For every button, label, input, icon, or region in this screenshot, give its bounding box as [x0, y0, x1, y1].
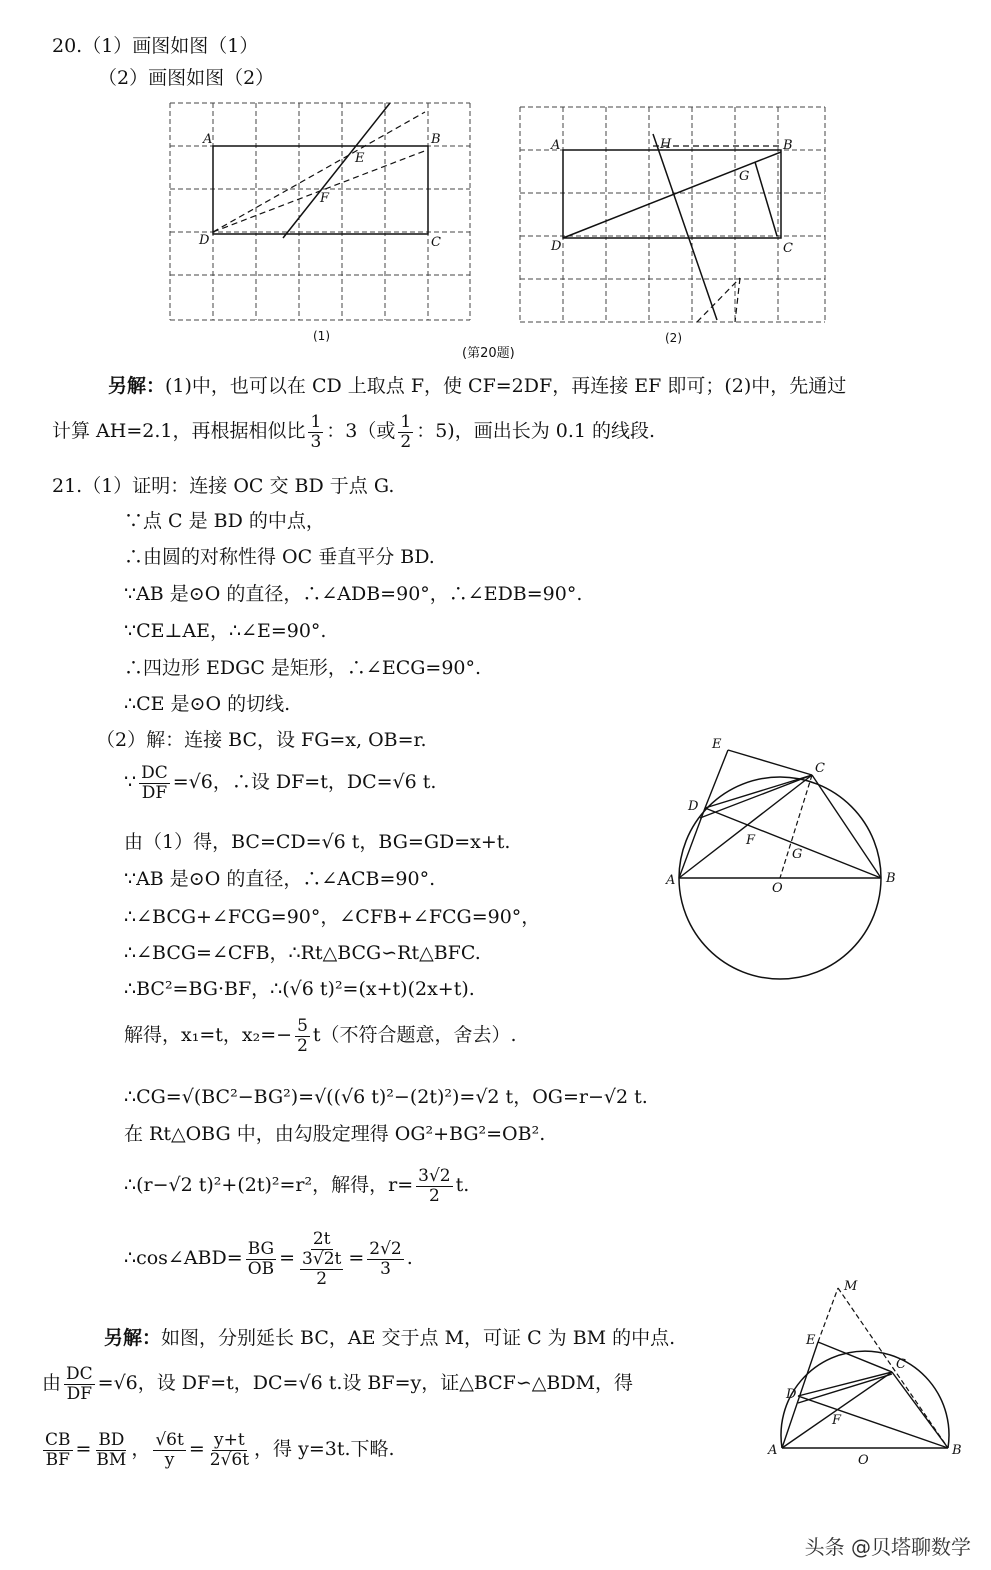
figure-20-1	[165, 98, 475, 348]
label-A: A	[666, 873, 676, 888]
q21-alt-label: 另解：	[104, 1327, 162, 1349]
figure-21-alt	[762, 1278, 972, 1518]
figure-20-2	[515, 102, 830, 350]
label-C: C	[815, 761, 825, 776]
label-D: D	[551, 239, 562, 254]
dashed-lines	[213, 112, 427, 232]
q21-p2-line1: （2）解：连接 BC，设 FG=x, OB=r.	[96, 729, 427, 751]
label-B: B	[431, 132, 441, 147]
q21-line2: ∵点 C 是 BD 的中点，	[124, 510, 325, 532]
q21-line3: ∴由圆的对称性得 OC 垂直平分 BD.	[124, 546, 435, 568]
label-O: O	[772, 881, 783, 896]
label-C: C	[896, 1357, 906, 1372]
q21-line7: ∴CE 是⊙O 的切线.	[124, 693, 291, 715]
q21-p2-line7: ∴BC²=BG·BF，∴(√6 t)²=(x+t)(2x+t).	[124, 978, 475, 1000]
q21-p2-line12: ∴cos∠ABD= $\frac{BG}{OB}$ = $\frac{2t}{\frac{3√2t}{2}}$ = $\frac{2√2}{3}$ .	[124, 1228, 413, 1289]
q21-line5: ∵CE⊥AE，∴∠E=90°.	[124, 620, 327, 642]
q20-alt-label: 另解：	[108, 375, 166, 397]
q21-p2-line11: ∴(r−√2 t)²+(2t)²=r²，解得，r= $\frac{3√2}{2}$ t.	[124, 1165, 470, 1206]
label-G: G	[792, 847, 803, 862]
line-H	[653, 134, 717, 320]
q20-line2: （2）画图如图（2）	[98, 67, 275, 89]
label-H: H	[660, 137, 672, 152]
figure-title: (第20题)	[462, 346, 515, 361]
label-A: A	[768, 1443, 778, 1458]
label-C: C	[783, 241, 793, 256]
label-M: M	[844, 1279, 858, 1294]
q21-alt-line3: $\frac{CB}{BF}$ = $\frac{BD}{BM}$ ， $\frac{√6t}{y}$ = $\frac{y+t}{2√6t}$ ，得 y=3t.下略.	[45, 1429, 395, 1470]
label-D: D	[688, 799, 699, 814]
label-A: A	[203, 132, 213, 147]
label-C: C	[431, 235, 441, 250]
q21-line1: 21.（1）证明：连接 OC 交 BD 于点 G.	[52, 475, 395, 497]
q21-p2-line10: 在 Rt△OBG 中，由勾股定理得 OG²+BG²=OB².	[124, 1123, 546, 1145]
dashed-lines	[653, 146, 781, 322]
q21-alt-line2: 由 $\frac{DC}{DF}$ =√6，设 DF=t，DC=√6 t.设 BF=y，证△BCF∽△BDM，得	[42, 1363, 634, 1404]
q21-line6: ∴四边形 EDGC 是矩形，∴∠ECG=90°.	[124, 657, 482, 679]
fig2-caption: (2)	[665, 331, 682, 345]
q20-alt-line2: 计算 AH=2.1，再根据相似比 $\frac{1}{3}$ ：3（或 $\frac{1}{2}$ ：5)，画出长为 0.1 的线段.	[52, 411, 656, 452]
line-G	[755, 162, 777, 236]
label-D: D	[199, 233, 210, 248]
label-E: E	[712, 737, 722, 752]
q21-p2-line3: 由（1）得，BC=CD=√6 t，BG=GD=x+t.	[124, 831, 511, 853]
label-D: D	[786, 1387, 797, 1402]
fig1-caption: (1)	[313, 329, 330, 343]
grid-lines	[520, 107, 825, 322]
label-G: G	[739, 169, 750, 184]
q21-p2-line9: ∴CG=√(BC²−BG²)=√((√6 t)²−(2t)²)=√2 t，OG=r−√2 t.	[124, 1086, 648, 1108]
figure-21-circle	[660, 730, 910, 980]
watermark: 头条 @贝塔聊数学	[804, 1535, 971, 1559]
label-F: F	[746, 833, 756, 848]
label-A: A	[551, 138, 561, 153]
label-B: B	[783, 138, 793, 153]
label-B: B	[886, 871, 896, 886]
q21-line4: ∵AB 是⊙O 的直径，∴∠ADB=90°，∴∠EDB=90°.	[124, 583, 583, 605]
q21-p2-line6: ∴∠BCG=∠CFB，∴Rt△BCG∽Rt△BFC.	[124, 942, 481, 964]
q20-line1: 20.（1）画图如图（1）	[52, 35, 259, 57]
line-DB	[563, 152, 781, 238]
q21-p2-line4: ∵AB 是⊙O 的直径，∴∠ACB=90°.	[124, 868, 436, 890]
q21-p2-line8: 解得，x₁=t，x₂=− $\frac{5}{2}$ t（不符合题意，舍去）.	[124, 1015, 517, 1056]
label-F: F	[832, 1413, 842, 1428]
q20-alt-line1: (1)中，也可以在 CD 上取点 F，使 CF=2DF，再连接 EF 即可；(2)中，先通过	[165, 375, 847, 397]
label-O: O	[858, 1453, 869, 1468]
label-E: E	[806, 1333, 816, 1348]
label-B: B	[952, 1443, 962, 1458]
grid-lines	[170, 103, 470, 320]
label-E: E	[355, 151, 365, 166]
q21-p2-line2: ∵ $\frac{DC}{DF}$ =√6，∴设 DF=t，DC=√6 t.	[124, 762, 437, 803]
label-F: F	[320, 191, 330, 206]
q21-alt-line1: 如图，分别延长 BC，AE 交于点 M，可证 C 为 BM 的中点.	[161, 1327, 676, 1349]
q21-p2-line5: ∴∠BCG+∠FCG=90°，∠CFB+∠FCG=90°，	[124, 906, 541, 928]
